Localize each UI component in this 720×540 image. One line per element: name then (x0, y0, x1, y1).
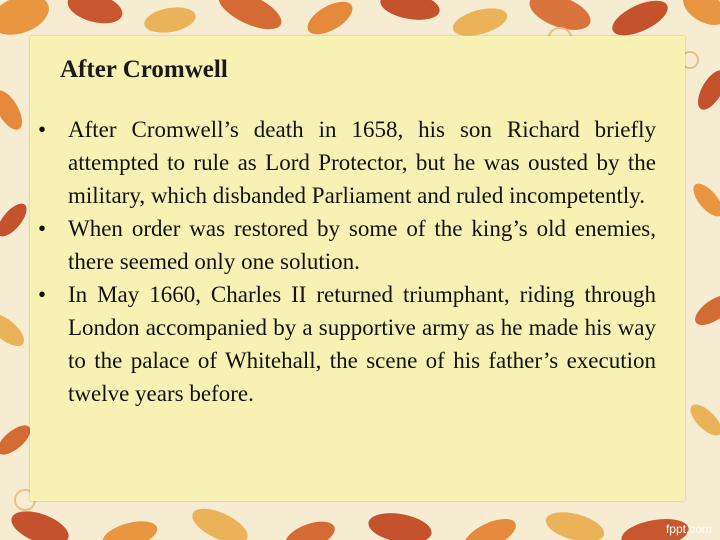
bullet-list (38, 113, 656, 410)
bullet-item (38, 278, 656, 410)
bullet-text: After Cromwell’s death in 1658, his son Richard briefly attempted to rule as Lord Protector, but he was ousted by the military, which disbanded Parliament and ruled incompetently. (68, 117, 656, 208)
bullet-marker: • (38, 216, 47, 241)
bullet-item (38, 113, 656, 212)
bullet-marker: • (38, 117, 47, 142)
slide-title: After Cromwell (60, 56, 228, 83)
bullet-item (38, 212, 656, 278)
bullet-text: When order was restored by some of the king’s old enemies, there seemed only one solution. (68, 216, 656, 274)
content-panel (30, 36, 685, 501)
bullet-marker: • (38, 282, 47, 307)
bullet-text: In May 1660, Charles II returned triumphant, riding through London accompanied by a supportive army as he made his way to the palace of Whitehall, the scene of his father’s execution twelve years before. (68, 282, 656, 406)
watermark-text: fppt.com (665, 522, 712, 536)
